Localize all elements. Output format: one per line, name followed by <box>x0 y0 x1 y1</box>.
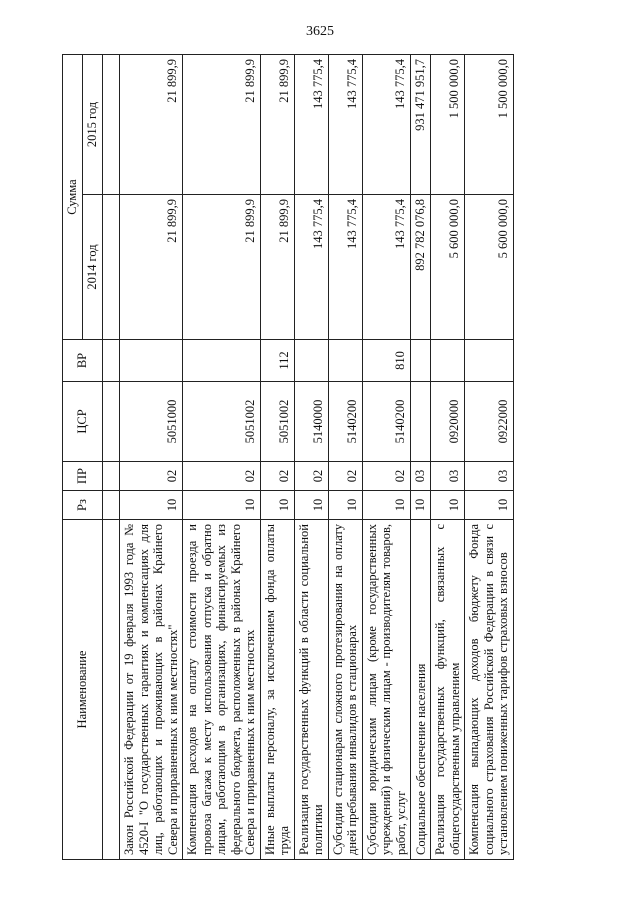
header-name: Наименование <box>63 520 103 860</box>
row-name: Субсидии юридическим лицам (кроме государственных учреждений) и физическим лицам - производителям товаров, работ, услуг <box>362 520 411 860</box>
row-pr: 02 <box>260 462 294 491</box>
row-sum-2015: 1 500 000,0 <box>465 55 514 195</box>
rotated-table-container <box>62 55 582 860</box>
row-rz: 10 <box>411 491 431 520</box>
row-sum-2014: 21 899,9 <box>120 195 183 340</box>
row-sum-2015: 931 471 951,7 <box>411 55 431 195</box>
row-csr: 0920000 <box>431 382 465 462</box>
row-sum-2015: 21 899,9 <box>120 55 183 195</box>
row-sum-2015: 1 500 000,0 <box>431 55 465 195</box>
row-csr: 5140000 <box>294 382 328 462</box>
row-name: Социальное обеспечение населения <box>411 520 431 860</box>
row-sum-2015: 143 775,4 <box>328 55 362 195</box>
row-pr: 02 <box>328 462 362 491</box>
table-row <box>362 55 411 860</box>
row-vr <box>120 340 183 382</box>
table-spacer-row <box>103 55 120 860</box>
table-row <box>411 55 431 860</box>
row-pr: 03 <box>411 462 431 491</box>
header-rz: Рз <box>63 491 103 520</box>
row-sum-2015: 21 899,9 <box>183 55 261 195</box>
row-sum-2014: 5 600 000,0 <box>465 195 514 340</box>
row-sum-2015: 143 775,4 <box>294 55 328 195</box>
row-pr: 03 <box>431 462 465 491</box>
row-csr: 5140200 <box>362 382 411 462</box>
row-pr: 03 <box>465 462 514 491</box>
header-vr: ВР <box>63 340 103 382</box>
row-csr: 0922000 <box>465 382 514 462</box>
row-pr: 02 <box>294 462 328 491</box>
row-sum-2014: 892 782 076,8 <box>411 195 431 340</box>
table-row <box>328 55 362 860</box>
page-number: 3625 <box>306 24 334 39</box>
table-row <box>183 55 261 860</box>
table-row <box>260 55 294 860</box>
header-2014: 2014 год <box>83 195 103 340</box>
row-name: Закон Российской Федерации от 19 февраля 1993 года № 4520-I "О государственных гарантиях и компенсациях для лиц, работающих и проживающих в районах Крайнего Севера и приравненных к ним местностях" <box>120 520 183 860</box>
row-csr: 5140200 <box>328 382 362 462</box>
row-pr: 02 <box>362 462 411 491</box>
row-vr <box>431 340 465 382</box>
row-csr: 5051002 <box>260 382 294 462</box>
budget-table <box>62 54 514 860</box>
table-header-row <box>63 55 83 860</box>
header-csr: ЦСР <box>63 382 103 462</box>
row-sum-2014: 143 775,4 <box>328 195 362 340</box>
row-vr <box>294 340 328 382</box>
row-vr: 112 <box>260 340 294 382</box>
row-sum-2014: 5 600 000,0 <box>431 195 465 340</box>
row-vr <box>411 340 431 382</box>
row-vr: 810 <box>362 340 411 382</box>
table-row <box>431 55 465 860</box>
row-sum-2015: 21 899,9 <box>260 55 294 195</box>
row-vr <box>183 340 261 382</box>
table-row <box>465 55 514 860</box>
row-name: Иные выплаты персоналу, за исключением фонда оплаты труда <box>260 520 294 860</box>
row-rz: 10 <box>465 491 514 520</box>
row-rz: 10 <box>120 491 183 520</box>
row-pr: 02 <box>120 462 183 491</box>
row-rz: 10 <box>328 491 362 520</box>
row-csr: 5051000 <box>120 382 183 462</box>
row-name: Компенсация выпадающих доходов бюджету Фонда социального страхования Российской Федерации в связи с установлением пониженных тарифов страховых взносов <box>465 520 514 860</box>
row-name: Субсидии стационарам сложного протезирования на оплату дней пребывания инвалидов в стационарах <box>328 520 362 860</box>
row-csr: 5051002 <box>183 382 261 462</box>
row-sum-2014: 21 899,9 <box>260 195 294 340</box>
row-sum-2014: 143 775,4 <box>294 195 328 340</box>
table-row <box>120 55 183 860</box>
row-csr <box>411 382 431 462</box>
row-sum-2014: 21 899,9 <box>183 195 261 340</box>
row-pr: 02 <box>183 462 261 491</box>
row-vr <box>465 340 514 382</box>
row-rz: 10 <box>183 491 261 520</box>
row-name: Реализация государственных функций в области социальной политики <box>294 520 328 860</box>
row-vr <box>328 340 362 382</box>
row-name: Реализация государственных функций, связанных с общегосударственным управлением <box>431 520 465 860</box>
row-rz: 10 <box>260 491 294 520</box>
row-sum-2014: 143 775,4 <box>362 195 411 340</box>
table-row <box>294 55 328 860</box>
row-sum-2015: 143 775,4 <box>362 55 411 195</box>
header-2015: 2015 год <box>83 55 103 195</box>
header-pr: ПР <box>63 462 103 491</box>
row-name: Компенсация расходов на оплату стоимости проезда и провоза багажа к месту использования отпуска и обратно лицам, работающим в организациях, финансируемых из федерального бюджета, расположенных в районах Крайнего Севера и приравненных к ним местностях <box>183 520 261 860</box>
row-rz: 10 <box>431 491 465 520</box>
row-rz: 10 <box>294 491 328 520</box>
header-sum: Сумма <box>63 55 83 340</box>
row-rz: 10 <box>362 491 411 520</box>
